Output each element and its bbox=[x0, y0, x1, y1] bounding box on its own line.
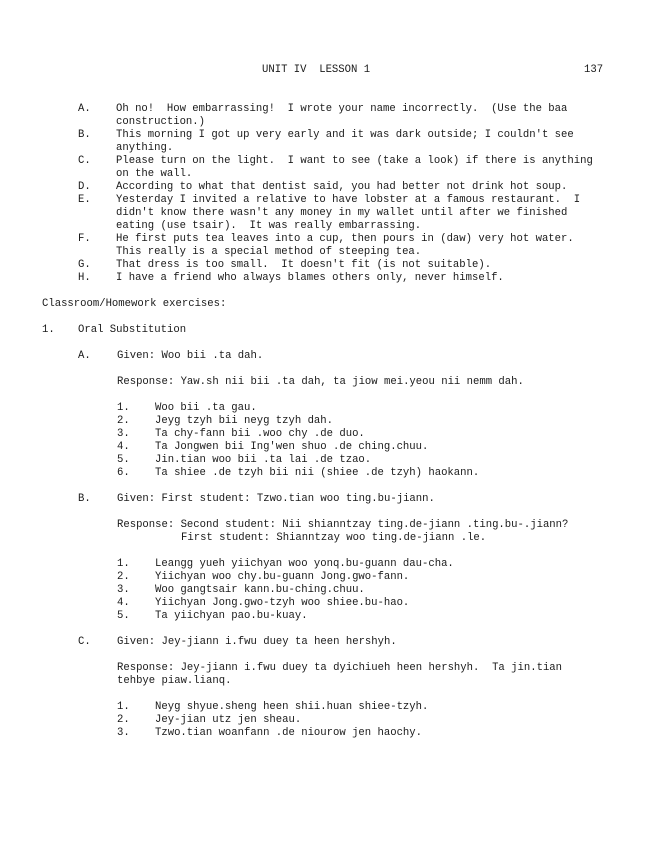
list-item bbox=[117, 441, 479, 454]
item-text: That dress is too small. It doesn't fit (is not suitable). bbox=[116, 259, 492, 271]
given-line: Given: Woo bii .ta dah. bbox=[117, 350, 264, 362]
list-item bbox=[117, 558, 454, 571]
item-number: 1. bbox=[117, 701, 130, 713]
item-text: Ta shiee .de tzyh bii nii (shiee .de tzyh) haokann. bbox=[155, 467, 480, 479]
item-text: Woo gangtsair kann.bu-ching.chuu. bbox=[155, 584, 365, 596]
item-number: 1. bbox=[117, 402, 130, 414]
part-letter: C. bbox=[78, 636, 91, 648]
response-line: Response: Jey-jiann i.fwu duey ta dyichiueh heen hershyh. Ta jin.tian bbox=[117, 662, 563, 674]
list-item bbox=[117, 415, 479, 428]
item-text: Yiichyan Jong.gwo-tzyh woo shiee.bu-hao. bbox=[155, 597, 410, 609]
translation-item bbox=[78, 272, 608, 285]
item-number: 3. bbox=[117, 584, 130, 596]
item-text: I have a friend who always blames others only, never himself. bbox=[116, 272, 504, 284]
response-line-2: First student: Shianntzay woo ting.de-jiann .le. bbox=[181, 532, 487, 544]
item-letter: F. bbox=[78, 233, 91, 245]
item-number: 4. bbox=[117, 597, 130, 609]
page-number: 137 bbox=[584, 64, 604, 76]
response-line: Response: Second student: Nii shianntzay ting.de-jiann .ting.bu-.jiann? bbox=[117, 519, 569, 531]
page-header bbox=[0, 64, 650, 78]
part-letter: B. bbox=[78, 493, 91, 505]
translation-item bbox=[78, 103, 608, 129]
drill-list bbox=[117, 558, 454, 623]
item-letter: E. bbox=[78, 194, 91, 206]
item-text: Ta Jongwen bii Ing'wen shuo .de ching.chuu. bbox=[155, 441, 429, 453]
item-text: Leangg yueh yiichyan woo yonq.bu-guann dau-cha. bbox=[155, 558, 454, 570]
item-text: He first puts tea leaves into a cup, then pours in (daw) very hot water. This really is a special method of steeping tea. bbox=[116, 233, 587, 258]
item-text: Woo bii .ta gau. bbox=[155, 402, 257, 414]
drill-list bbox=[117, 402, 479, 480]
item-number: 4. bbox=[117, 441, 130, 453]
item-text: Yesterday I invited a relative to have lobster at a famous restaurant. I didn't know there wasn't any money in my wallet until after we finished eating (use tsair). It was really embarrassing. bbox=[116, 194, 587, 232]
item-number: 2. bbox=[117, 415, 130, 427]
item-text: Jin.tian woo bii .ta lai .de tzao. bbox=[155, 454, 372, 466]
given-line: Given: First student: Tzwo.tian woo ting.bu-jiann. bbox=[117, 493, 435, 505]
section-heading: Classroom/Homework exercises: bbox=[42, 298, 227, 310]
response-line: Response: Yaw.sh nii bii .ta dah, ta jiow mei.yeou nii nemm dah. bbox=[117, 376, 524, 388]
item-text: Tzwo.tian woanfann .de niourow jen haochy. bbox=[155, 727, 423, 739]
drill-list bbox=[117, 701, 428, 740]
part-letter: A. bbox=[78, 350, 91, 362]
given-line: Given: Jey-jiann i.fwu duey ta heen hershyh. bbox=[117, 636, 397, 648]
item-text: This morning I got up very early and it was dark outside; I couldn't see anything. bbox=[116, 129, 581, 154]
list-item bbox=[117, 597, 454, 610]
exercise-title: Oral Substitution bbox=[78, 324, 187, 336]
item-text: Ta chy-fann bii .woo chy .de duo. bbox=[155, 428, 365, 440]
translation-item bbox=[78, 259, 608, 272]
unit-lesson-title: UNIT IV LESSON 1 bbox=[262, 64, 371, 76]
translation-item bbox=[78, 181, 608, 194]
list-item bbox=[117, 428, 479, 441]
item-text: Oh no! How embarrassing! I wrote your name incorrectly. (Use the baa construction.) bbox=[116, 103, 574, 128]
item-letter: D. bbox=[78, 181, 91, 193]
translation-item bbox=[78, 129, 608, 155]
translation-item bbox=[78, 155, 608, 181]
item-letter: C. bbox=[78, 155, 91, 167]
item-number: 3. bbox=[117, 727, 130, 739]
list-item bbox=[117, 584, 454, 597]
item-text: Jey-jian utz jen sheau. bbox=[155, 714, 302, 726]
translation-item bbox=[78, 194, 608, 233]
list-item bbox=[117, 727, 428, 740]
item-letter: G. bbox=[78, 259, 91, 271]
list-item bbox=[117, 454, 479, 467]
item-text: Please turn on the light. I want to see (take a look) if there is anything on the wall. bbox=[116, 155, 600, 180]
item-number: 2. bbox=[117, 714, 130, 726]
exercise-number: 1. bbox=[42, 324, 55, 336]
item-text: Yiichyan woo chy.bu-guann Jong.gwo-fann. bbox=[155, 571, 410, 583]
translation-item bbox=[78, 233, 608, 259]
item-number: 3. bbox=[117, 428, 130, 440]
item-letter: B. bbox=[78, 129, 91, 141]
response-line-cont: tehbye piaw.lianq. bbox=[117, 675, 232, 687]
list-item bbox=[117, 571, 454, 584]
item-text: Ta yiichyan pao.bu-kuay. bbox=[155, 610, 308, 622]
item-letter: A. bbox=[78, 103, 91, 115]
item-letter: H. bbox=[78, 272, 91, 284]
translation-list bbox=[78, 103, 608, 285]
item-number: 2. bbox=[117, 571, 130, 583]
item-number: 6. bbox=[117, 467, 130, 479]
list-item bbox=[117, 467, 479, 480]
item-text: Neyg shyue.sheng heen shii.huan shiee-tzyh. bbox=[155, 701, 429, 713]
item-text: According to what that dentist said, you had better not drink hot soup. bbox=[116, 181, 568, 193]
item-number: 1. bbox=[117, 558, 130, 570]
list-item bbox=[117, 714, 428, 727]
list-item bbox=[117, 701, 428, 714]
item-number: 5. bbox=[117, 610, 130, 622]
item-text: Jeyg tzyh bii neyg tzyh dah. bbox=[155, 415, 334, 427]
list-item bbox=[117, 610, 454, 623]
list-item bbox=[117, 402, 479, 415]
item-number: 5. bbox=[117, 454, 130, 466]
